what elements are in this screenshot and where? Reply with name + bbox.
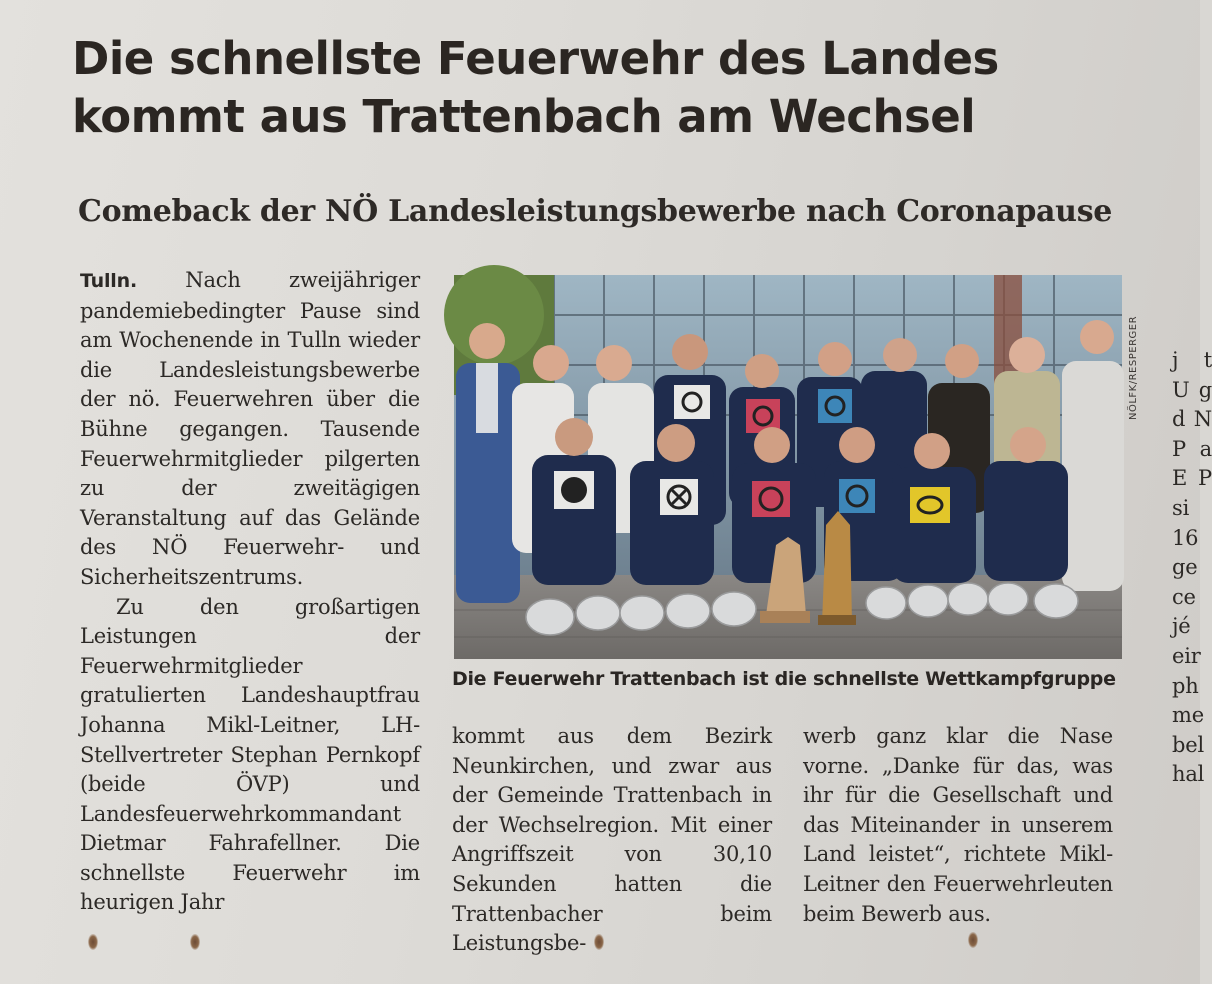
- photo-caption: Die Feuerwehr Trattenbach ist die schnellste Wettkampfgruppe: [452, 668, 1116, 690]
- adjacent-fragment-text: j t U g d N P a E P si 16 ge ce jé eir ph me bel hal: [1172, 348, 1212, 787]
- adjacent-article-fragment: [1172, 346, 1212, 790]
- team-photo-illustration: [454, 275, 1122, 659]
- team-photo: [454, 275, 1122, 659]
- article-subheadline: Comeback der NÖ Landesleistungsbewerbe nach Coronapause: [78, 194, 1113, 229]
- paragraph-1: [80, 266, 420, 593]
- column-2-text: kommt aus dem Bezirk Neunkirchen, und zwar aus der Gemeinde Trattenbach in der Wechselregion. Mit einer Angriffszeit von 30,10 Sekunden hatten die Trattenbacher beim Leistungsbe-: [452, 724, 772, 956]
- headline-line-2: kommt aus Trattenbach am Wechsel: [72, 90, 976, 143]
- dateline: Tulln.: [80, 270, 137, 292]
- headline-line-1: Die schnellste Feuerwehr des Landes: [72, 32, 999, 85]
- paragraph-2: Zu den großartigen Leistungen der Feuerwehrmitglieder gratulierten Landeshauptfrau Johanna Mikl-Leitner, LH-Stellvertreter Stephan Pernkopf (beide ÖVP) und Landesfeuerwehrkommandant Dietmar Fahrafellner. Die schnellste Feuerwehr im heurigen Jahr: [80, 594, 420, 915]
- paragraph-1-text: Nach zweijähriger pandemiebedingter Pause sind am Wochenende in Tulln wieder die Landesleistungsbewerbe der nö. Feuerwehren über die Bühne gegangen. Tausende Feuerwehrmitglieder pilgerten zu der zweitägigen Veranstaltung auf das Gelände des NÖ Feuerwehr- und Sicherheitszentrums.: [80, 268, 420, 589]
- article-column-2: [452, 722, 772, 959]
- article-column-1: [80, 266, 420, 918]
- photo-credit: NÖLFK/RESPERGER: [1128, 315, 1139, 420]
- paper-hole: [88, 934, 98, 950]
- paper-hole: [594, 934, 604, 950]
- article-headline: [72, 30, 1072, 146]
- article-column-3: [803, 722, 1113, 929]
- column-3-text: werb ganz klar die Nase vorne. „Danke für das, was ihr für die Gesellschaft und das Miteinander in unserem Land leistet“, richtete Mikl-Leitner den Feuerwehrleuten beim Bewerb aus.: [803, 724, 1113, 926]
- paper-hole: [190, 934, 200, 950]
- paper-hole: [968, 932, 978, 948]
